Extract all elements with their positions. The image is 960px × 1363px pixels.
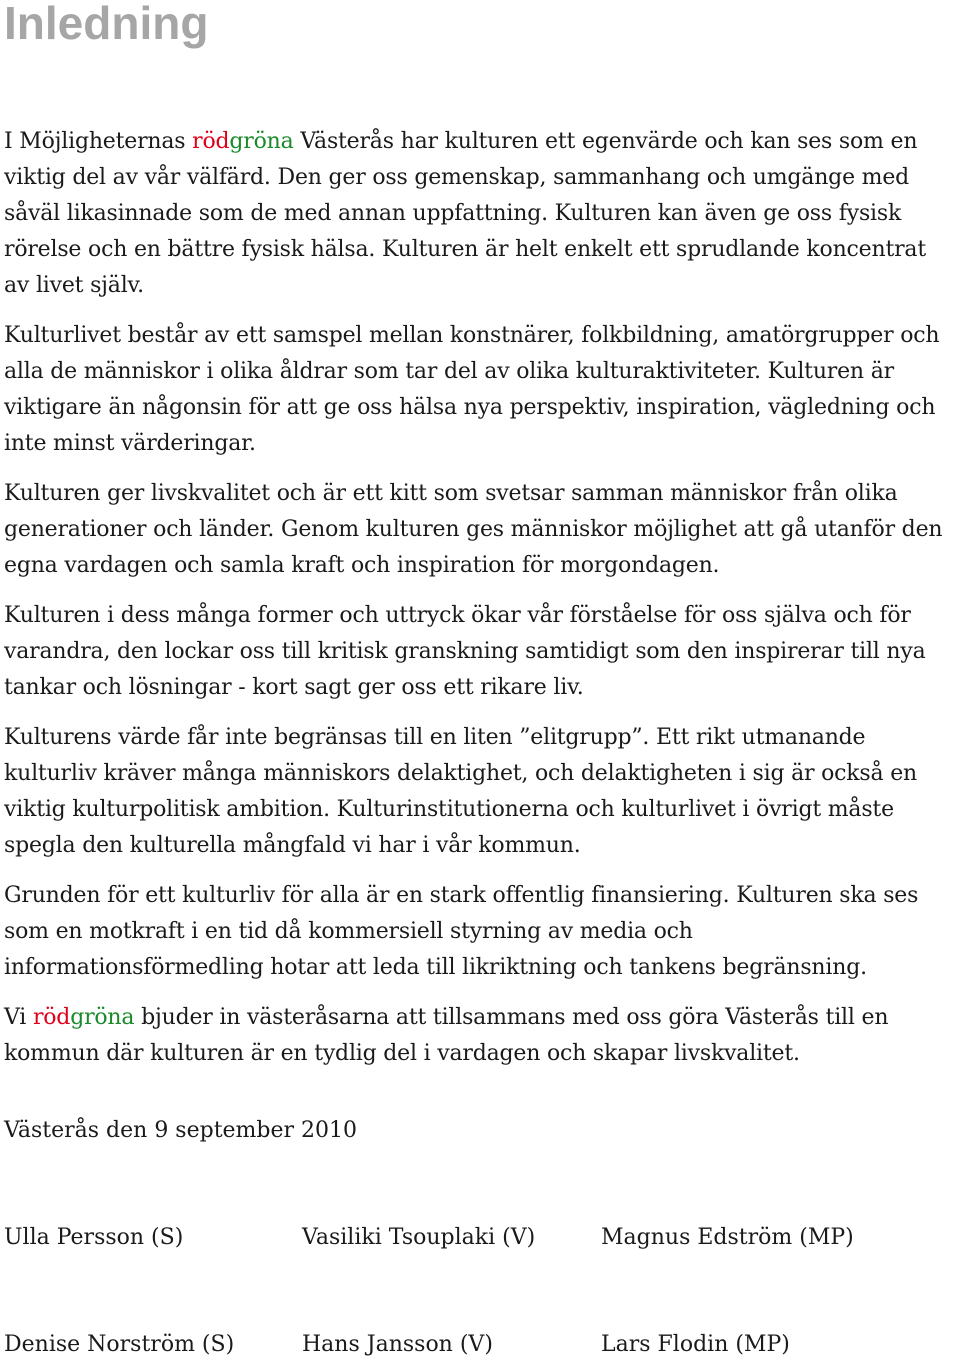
signature-row [4,1327,956,1363]
signatory-name: Ulla Persson (S) [4,1225,184,1250]
paragraph-1-intro: I Möjligheternas [4,129,193,154]
paragraph-7 [4,1000,956,1072]
paragraph-7-intro: Vi [4,1005,33,1030]
date-line: Västerås den 9 september 2010 [4,1118,358,1143]
signatory-name: Magnus Edström (MP) [601,1225,854,1250]
body-text [4,124,956,1086]
paragraph-5: Kulturens värde får inte begränsas till en liten ”elitgrupp”. Ett rikt utmanande kulturliv kräver många människors delaktighet, och delaktigheten i sig är också en viktig kulturpolitisk ambition. Kulturinstitutionerna och kulturlivet i övrigt måste spegla den kulturella mångfald vi har i vår kommun. [4,725,918,858]
grona-word: gröna [70,1005,135,1030]
rod-word: röd [192,129,230,154]
paragraph-3: Kulturen ger livskvalitet och är ett kitt som svetsar samman människor från olika generationer och länder. Genom kulturen ges människor möjlighet att gå utanför den egna vardagen och samla kraft och inspiration för morgondagen. [4,481,943,578]
paragraph-2: Kulturlivet består av ett samspel mellan konstnärer, folkbildning, amatörgrupper och alla de människor i olika åldrar som tar del av olika kulturaktiviteter. Kulturen är viktigare än någonsin för att ge oss hälsa nya perspektiv, inspiration, vägledning och inte minst värderingar. [4,323,940,456]
paragraph-1-rest: Västerås har kulturen ett egenvärde och kan ses som en viktig del av vår välfärd. Den ger oss gemenskap, sammanhang och umgänge med såväl likasinnade som de med annan uppfattning. Kulturen kan även ge oss fysisk rörelse och en bättre fysisk hälsa. Kulturen är helt enkelt ett sprudlande koncentrat av livet själv. [4,129,926,298]
paragraph-6: Grunden för ett kulturliv för alla är en stark offentlig finansiering. Kulturen ska ses som en motkraft i en tid då kommersiell styrning av media och informationsförmedling hotar att leda till likriktning och tankens begränsning. [4,883,919,980]
signatory-name: Denise Norström (S) [4,1332,235,1357]
paragraph-7-rest: bjuder in västeråsarna att tillsammans med oss göra Västerås till en kommun där kulturen är en tydlig del i vardagen och skapar livskvalitet. [4,1005,889,1066]
page-title: Inledning [4,0,209,49]
paragraph-1 [4,124,956,304]
grona-word: gröna [229,129,294,154]
signatory-name: Lars Flodin (MP) [601,1332,790,1357]
signature-row [4,1220,956,1256]
signatory-name: Vasiliki Tsouplaki (V) [302,1225,536,1250]
rod-word: röd [32,1005,71,1030]
paragraph-4: Kulturen i dess många former och uttryck ökar vår förståelse för oss själva och för varandra, den lockar oss till kritisk granskning samtidigt som den inspirerar till nya tankar och lösningar - kort sagt ger oss ett rikare liv. [4,603,926,700]
signatory-name: Hans Jansson (V) [302,1332,493,1357]
